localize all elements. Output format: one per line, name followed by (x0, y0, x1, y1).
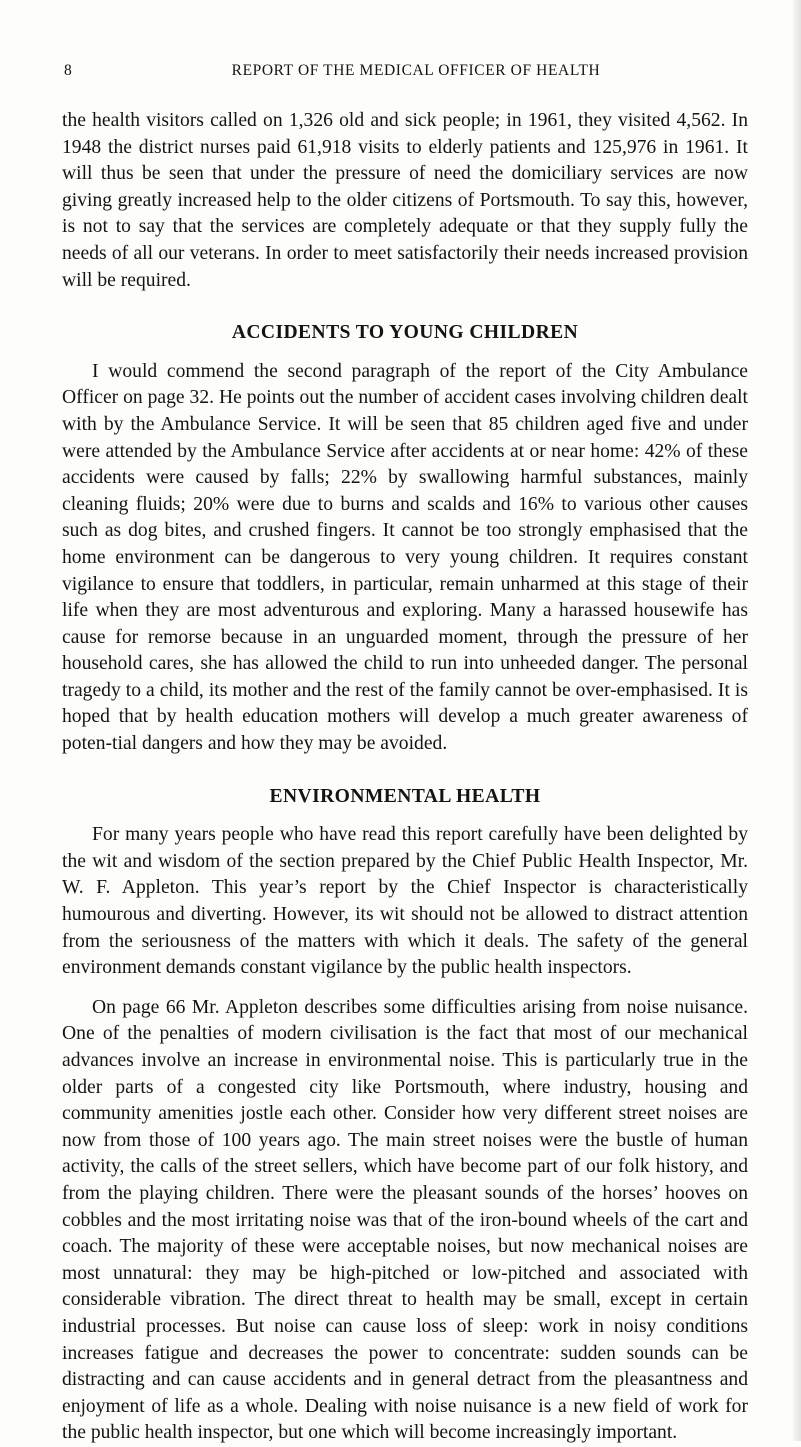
paragraph-environmental-1: For many years people who have read this report carefully have been delighted by the wit and wisdom of the section prepared by the Chief Public Health Inspector, Mr. W. F. Appleton. This year’s report by the Chief Inspector is characteristically humourous and diverting. However, its wit should not be allowed to distract attention from the seriousness of the matters with which it deals. The safety of the general environment demands constant vigilance by the public health inspectors. (62, 824, 748, 979)
paragraph-intro: the health visitors called on 1,326 old and sick people; in 1961, they visited 4,562. In 1948 the district nurses paid 61,918 visits to elderly patients and 125,976 in 1961. It will thus be seen that under the pressure of need the domiciliary services are now giving greatly increased help to the older citizens of Portsmouth. To say this, however, is not to say that the services are completely adequate or that they supply fully the needs of all our veterans. In order to meet satisfactorily their needs increased provision will be required. (62, 110, 748, 291)
running-header (64, 62, 744, 86)
paragraph-accidents: I would commend the second paragraph of the report of the City Ambulance Officer on page 32. He points out the number of accident cases involving children dealt with by the Ambulance Service. It will be seen that 85 children aged five and under were attended by the Ambulance Service after accidents at or near home: 42% of these accidents were caused by falls; 22% by swallowing harmful substances, mainly cleaning fluids; 20% were due to burns and scalds and 16% to various other causes such as dog bites, and crushed fingers. It cannot be too strongly emphasised that the home environment can be dangerous to very young children. It requires constant vigilance to ensure that toddlers, in particular, remain unharmed at this stage of their life when they are most adventurous and exploring. Many a harassed housewife has cause for remorse because in an unguarded moment, through the pressure of her household cares, she has allowed the child to run into unheeded danger. The personal tragedy to a child, its mother and the rest of the family cannot be over-emphasised. It is hoped that by health education mothers will develop a much greater awareness of poten-tial dangers and how they may be avoided. (62, 360, 748, 755)
body-text (62, 108, 748, 1447)
running-title: REPORT OF THE MEDICAL OFFICER OF HEALTH (231, 62, 601, 79)
paragraph-environmental-2: On page 66 Mr. Appleton describes some difficulties arising from noise nuisance. One of the penalties of modern civilisation is the fact that most of our mechanical advances involve an increase in environmental noise. This is particularly true in the older parts of a congested city like Portsmouth, where industry, housing and community amenities jostle each other. Consider how very different street noises are now from those of 100 years ago. The main street noises were the bustle of human activity, the calls of the street sellers, which have become part of our folk history, and from the playing children. There were the pleasant sounds of the horses’ hooves on cobbles and the most irritating noise was that of the iron-bound wheels of the cart and coach. The majority of these were acceptable noises, but now mechanical noises are most unnatural: they may be high-pitched or low-pitched and associated with considerable vibration. The direct threat to health may be small, except in certain industrial processes. But noise can cause loss of sleep: work in noisy conditions increases fatigue and decreases the power to concentrate: sudden sounds can be distracting and can cause accidents and in general detract from the pleasantness and enjoyment of life as a whole. Dealing with noise nuisance is a new field of work for the public health inspector, but one which will become increasingly important. (62, 996, 748, 1444)
section-heading-environmental: ENVIRONMENTAL HEALTH (269, 785, 541, 807)
page-number: 8 (64, 62, 73, 79)
section-heading-accidents: ACCIDENTS TO YOUNG CHILDREN (231, 322, 579, 344)
page-edge-shadow (793, 0, 801, 1441)
